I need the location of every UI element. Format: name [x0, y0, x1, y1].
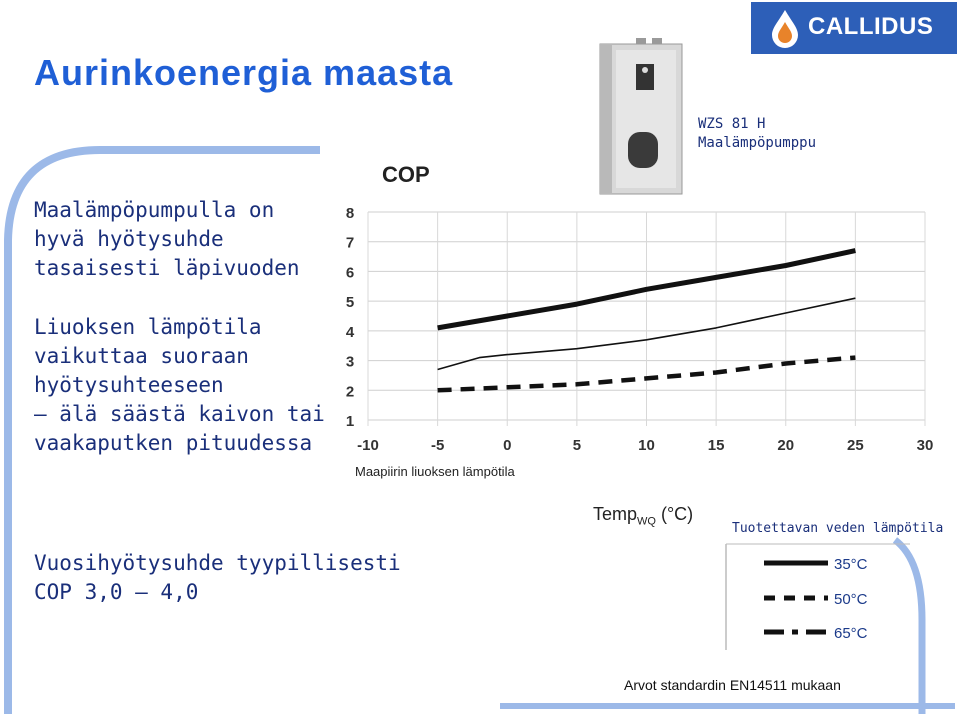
bullet-3 [34, 549, 401, 607]
legend-caption: Tuotettavan veden lämpötila [732, 521, 944, 536]
bullet-1 [34, 196, 300, 283]
x-tick-label: 15 [707, 437, 725, 454]
bullet-line: vaakaputken pituudessa [34, 431, 313, 455]
page-title: Aurinkoenergia maasta [34, 52, 454, 93]
bullet-line: hyötysuhteeseen [34, 373, 224, 397]
legend-title-sub: WQ [637, 515, 656, 528]
legend-label-65: 65°C [834, 625, 868, 642]
legend-label-35: 35°C [834, 556, 868, 573]
logo-text: CALLIDUS [808, 13, 934, 40]
bullet-line: – älä säästä kaivon tai [34, 402, 325, 426]
chart-x-label: Maapiirin liuoksen lämpötila [355, 464, 515, 479]
x-tick-label: 30 [916, 437, 934, 454]
x-tick-label: -10 [357, 437, 379, 454]
x-tick-label: 10 [638, 437, 655, 454]
chart-title: COP [382, 162, 430, 187]
legend-box [720, 540, 920, 660]
y-tick-label: 1 [345, 413, 355, 430]
bullet-line: vaikuttaa suoraan [34, 344, 249, 368]
product-name: Maalämpöpumppu [698, 135, 817, 151]
bullet-line: hyvä hyötysuhde [34, 227, 224, 251]
cop-chart [340, 150, 940, 470]
y-tick-label: 3 [345, 353, 355, 371]
x-tick-label: 5 [572, 437, 582, 454]
legend-title-unit: (°C) [655, 504, 694, 524]
x-tick-label: -5 [430, 437, 445, 454]
y-tick-label: 2 [345, 383, 355, 401]
y-tick-label: 6 [345, 264, 355, 282]
bullet-2 [34, 313, 325, 458]
y-tick-label: 4 [345, 323, 355, 341]
footnote: Arvot standardin EN14511 mukaan [624, 677, 841, 693]
legend-label-50: 50°C [834, 591, 868, 608]
bullet-line: Maalämpöpumpulla on [34, 198, 275, 222]
drop-icon [768, 8, 802, 48]
x-tick-label: 25 [847, 437, 864, 454]
x-tick-label: 20 [777, 437, 795, 454]
y-tick-label: 7 [345, 234, 355, 252]
bullet-line: Vuosihyötysuhde tyypillisesti [34, 551, 401, 575]
bullet-line: COP 3,0 – 4,0 [34, 580, 199, 604]
legend-title [593, 504, 693, 528]
y-tick-label: 8 [345, 205, 355, 222]
bullet-line: tasaisesti läpivuoden [34, 256, 300, 280]
y-tick-label: 5 [345, 294, 355, 312]
x-tick-label: 0 [503, 437, 512, 454]
product-model: WZS 81 H [698, 116, 766, 132]
legend-title-text: Temp [593, 504, 638, 524]
bullet-line: Liuoksen lämpötila [34, 315, 262, 339]
